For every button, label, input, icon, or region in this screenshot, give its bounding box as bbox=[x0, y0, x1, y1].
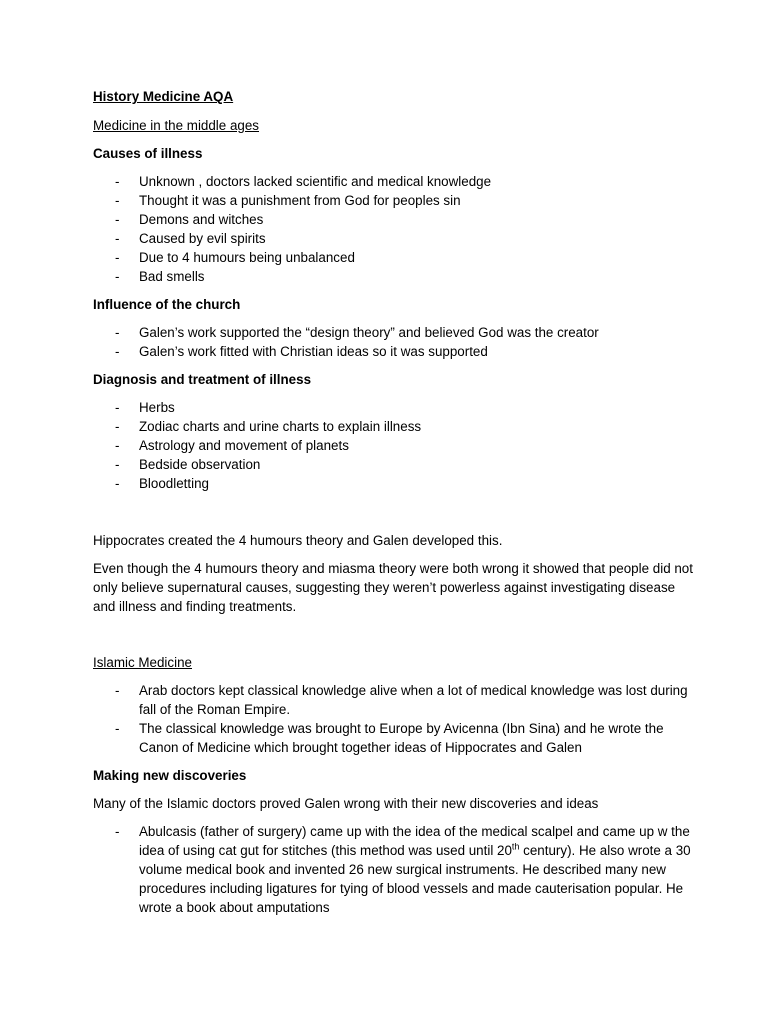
list-item-abulcasis bbox=[93, 822, 693, 917]
paragraph-humours-miasma: Even though the 4 humours theory and miasma theory were both wrong it showed that people did not only believe supernatural causes, suggesting they weren’t powerless against investigating disease and illness and finding treatments. bbox=[93, 561, 693, 614]
ordinal-superscript: th bbox=[511, 841, 520, 852]
heading-new-discoveries: Making new discoveries bbox=[93, 768, 247, 783]
list-item: - Galen’s work supported the “design theory” and believed God was the creator bbox=[93, 323, 693, 342]
abulcasis-text-part1: Abulcasis (father of surgery) came up with the idea of the medical scalpel and came up w the idea of using cat gut for stitches (this method was used until 20 bbox=[139, 824, 690, 858]
paragraph-discoveries-intro: Many of the Islamic doctors proved Galen wrong with their new discoveries and ideas bbox=[93, 796, 599, 811]
document-title: History Medicine AQA bbox=[93, 89, 234, 104]
paragraph-humours-origin: Hippocrates created the 4 humours theory and Galen developed this. bbox=[93, 533, 503, 548]
list-item: - Bad smells bbox=[93, 267, 693, 286]
list-item: - Caused by evil spirits bbox=[93, 229, 693, 248]
list-item: - The classical knowledge was brought to Europe by Avicenna (Ibn Sina) and he wrote the Canon of Medicine which brought together ideas of Hippocrates and Galen bbox=[93, 719, 693, 757]
abulcasis-text-part2: century). He also wrote a 30 volume medical book and invented 26 new surgical instruments. He described many new procedures including ligatures for tying of blood vessels and made cauterisation popular. He wrote a book about amputations bbox=[139, 843, 691, 915]
list-item: - Herbs bbox=[93, 398, 693, 417]
list-item: - Galen’s work fitted with Christian ideas so it was supported bbox=[93, 342, 693, 361]
section-title-middle-ages: Medicine in the middle ages bbox=[93, 118, 259, 133]
list-item: - Due to 4 humours being unbalanced bbox=[93, 248, 693, 267]
list-causes-of-illness bbox=[93, 172, 693, 286]
list-item: - Bloodletting bbox=[93, 474, 693, 493]
document-page bbox=[93, 87, 693, 926]
list-islamic-medicine bbox=[93, 681, 693, 757]
list-item: - Astrology and movement of planets bbox=[93, 436, 693, 455]
heading-diagnosis-treatment: Diagnosis and treatment of illness bbox=[93, 372, 312, 387]
heading-causes-of-illness: Causes of illness bbox=[93, 146, 203, 161]
spacer bbox=[93, 502, 693, 531]
list-item: - Demons and witches bbox=[93, 210, 693, 229]
list-item: - Zodiac charts and urine charts to explain illness bbox=[93, 417, 693, 436]
list-item: - Thought it was a punishment from God for peoples sin bbox=[93, 191, 693, 210]
list-diagnosis-treatment bbox=[93, 398, 693, 493]
list-item: - Arab doctors kept classical knowledge alive when a lot of medical knowledge was lost during fall of the Roman Empire. bbox=[93, 681, 693, 719]
list-discoveries bbox=[93, 822, 693, 917]
section-title-islamic-medicine: Islamic Medicine bbox=[93, 655, 192, 670]
heading-influence-of-church: Influence of the church bbox=[93, 297, 241, 312]
list-influence-of-church bbox=[93, 323, 693, 361]
list-item: - Bedside observation bbox=[93, 455, 693, 474]
list-item: - Unknown , doctors lacked scientific and medical knowledge bbox=[93, 172, 693, 191]
spacer bbox=[93, 625, 693, 653]
